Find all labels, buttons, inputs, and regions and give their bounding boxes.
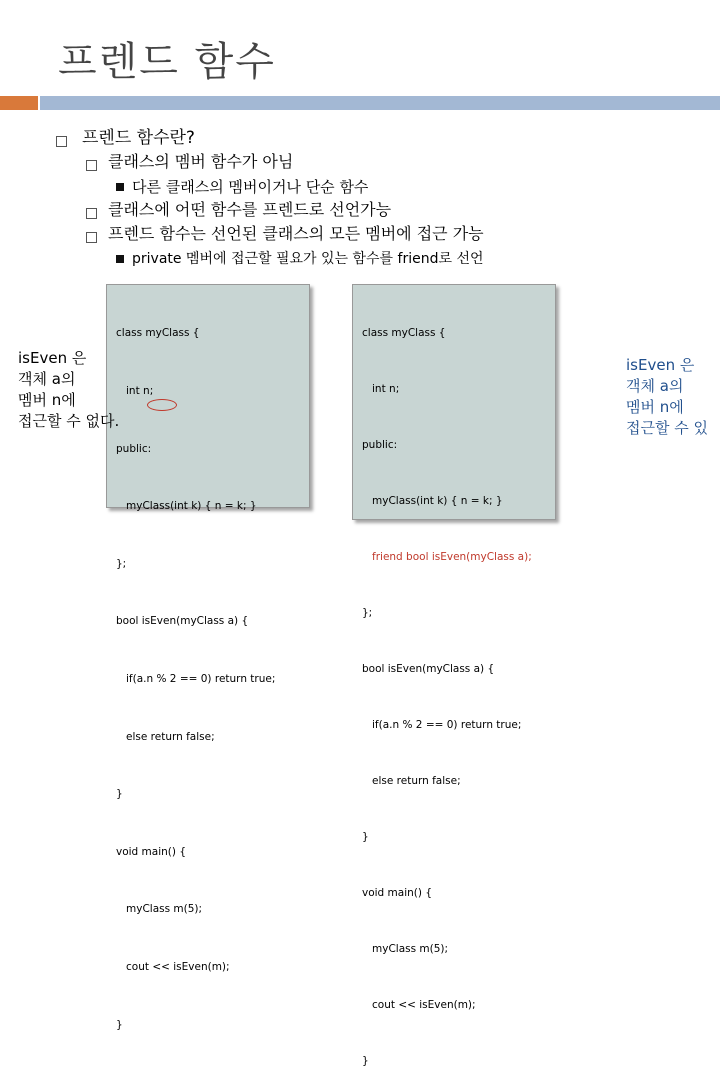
bullet-filled-square-icon (116, 183, 124, 191)
code-line: } (362, 831, 369, 844)
code-line: if(a.n % 2 == 0) return true; (362, 719, 522, 732)
note-can-access (626, 355, 720, 439)
note-line: 객체 a의 (18, 370, 76, 388)
code-line: }; (362, 607, 373, 620)
code-line: } (116, 788, 123, 801)
note-line: 접근할 수 없다. (18, 412, 120, 430)
code-line: int n; (362, 383, 400, 396)
note-line: 객체 a의 (626, 377, 684, 395)
code-line: bool isEven(myClass a) { (116, 615, 249, 628)
title-rule-accent (0, 96, 38, 110)
code-line: myClass m(5); (362, 943, 449, 956)
bullet-other-member: 다른 클래스의 멤버이거나 단순 함수 (132, 178, 369, 196)
code-line-friend-declaration: friend bool isEven(myClass a); (362, 551, 532, 564)
code-line: void main() { (116, 845, 187, 858)
code-line: myClass(int k) { n = k; } (362, 495, 503, 508)
code-line: class myClass { (362, 327, 446, 340)
code-line: } (116, 1018, 123, 1031)
code-line: } (362, 1055, 369, 1068)
note-line: 멤버 n에 (18, 391, 76, 409)
bullet-access-all: 프렌드 함수는 선언된 클래스의 모든 멤버에 접근 가능 (108, 224, 484, 243)
code-line: }; (116, 557, 127, 570)
bullet-declare-friend: 클래스에 어떤 함수를 프렌드로 선언가능 (108, 200, 392, 219)
code-line: myClass(int k) { n = k; } (116, 500, 257, 513)
bullet-square-icon (86, 208, 97, 219)
code-block-without-friend (106, 284, 310, 1031)
code-line: class myClass { (116, 327, 200, 340)
bullet-square-icon (86, 232, 97, 243)
bullet-square-icon (56, 136, 67, 147)
code-line: bool isEven(myClass a) { (362, 663, 495, 676)
code-line: void main() { (362, 887, 433, 900)
note-line: 접근할 수 있 (626, 419, 708, 437)
code-line: int n; (116, 385, 154, 397)
code-line: cout << isEven(m); (116, 960, 230, 973)
code-line: public: (116, 442, 152, 455)
bullet-square-icon (86, 160, 97, 171)
code-line: cout << isEven(m); (362, 999, 476, 1012)
error-circle-mark (147, 399, 177, 411)
slide-title: 프렌드 함수 (58, 39, 276, 85)
bullet-not-member: 클래스의 멤버 함수가 아님 (108, 152, 294, 171)
code-line: public: (362, 439, 398, 452)
code-block-with-friend (352, 284, 556, 1068)
code-line: myClass m(5); (116, 903, 203, 916)
note-line: 멤버 n에 (626, 398, 684, 416)
title-rule (40, 96, 720, 110)
bullet-what-is-friend: 프렌드 함수란? (82, 128, 195, 148)
note-line: isEven 은 (626, 356, 695, 374)
note-line: isEven 은 (18, 349, 87, 367)
note-cannot-access (18, 348, 119, 432)
code-line: if(a.n % 2 == 0) return true; (116, 672, 276, 685)
code-line: else return false; (116, 730, 215, 743)
code-line: else return false; (362, 775, 461, 788)
bullet-filled-square-icon (116, 255, 124, 263)
bullet-private-access: private 멤버에 접근할 필요가 있는 함수를 friend로 선언 (132, 251, 484, 267)
